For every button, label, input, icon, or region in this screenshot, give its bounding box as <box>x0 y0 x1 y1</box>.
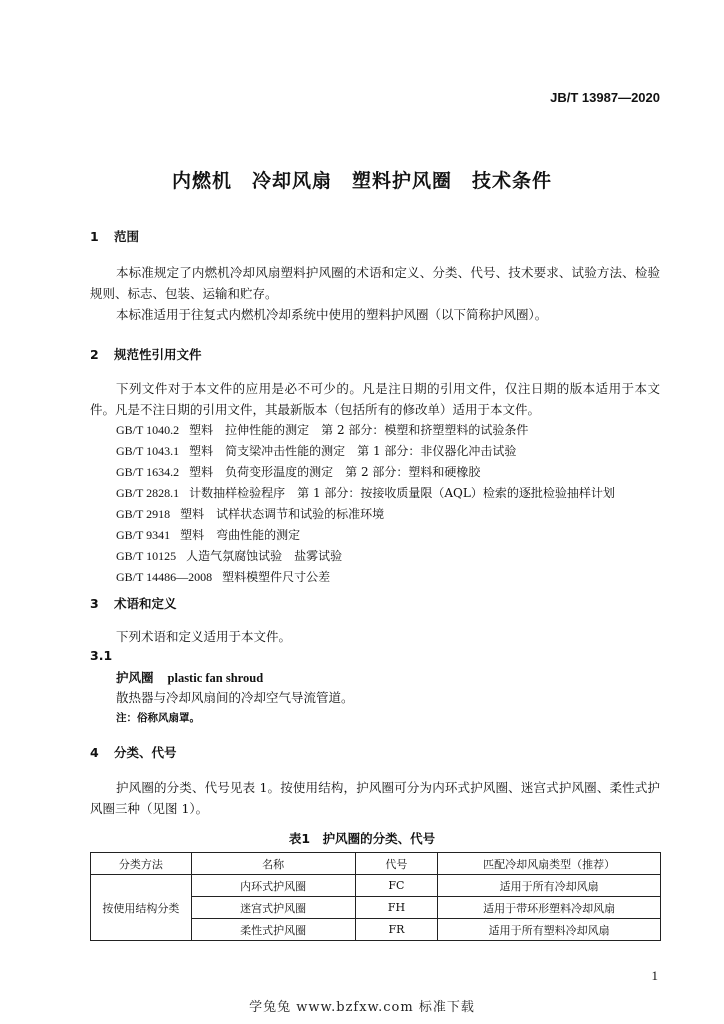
reference-item <box>116 484 615 501</box>
classification-paragraph: 护风圈的分类、代号见表 1。按使用结构，护风圈可分为内环式护风圈、迷宫式护风圈、柔性式护风圈三种（见图 1）。 <box>90 780 660 816</box>
reference-title: 塑料 负荷变形温度的测定 第 2 部分：塑料和硬橡胶 <box>189 465 481 479</box>
reference-code: GB/T 2918 <box>116 507 171 521</box>
reference-item <box>116 505 384 522</box>
section-2-heading <box>90 345 202 363</box>
section-title: 范围 <box>114 229 140 244</box>
section-title: 术语和定义 <box>114 596 177 611</box>
section-title: 分类、代号 <box>114 745 177 760</box>
reference-code: GB/T 1043.1 <box>116 444 180 458</box>
terms-intro: 下列术语和定义适用于本文件。 <box>116 629 292 644</box>
term-entry <box>116 668 263 686</box>
table-header-cell: 匹配冷却风扇类型（推荐） <box>438 853 661 875</box>
reference-item <box>116 568 330 585</box>
section-number: 4 <box>90 745 99 760</box>
table-caption: 表1 护风圈的分类、代号 <box>288 831 436 846</box>
reference-item <box>116 421 528 438</box>
normative-references-paragraph: 下列文件对于本文件的应用是必不可少的。凡是注日期的引用文件，仅注日期的版本适用于本文件。凡是不注日期的引用文件，其最新版本（包括所有的修改单）适用于本文件。 <box>90 381 660 417</box>
clause-number: 3.1 <box>90 648 113 663</box>
standard-code: JB/T 13987—2020 <box>550 90 660 105</box>
page-number: 1 <box>651 968 658 983</box>
reference-code: GB/T 14486—2008 <box>116 570 213 584</box>
reference-title: 塑料 简支梁冲击性能的测定 第 1 部分：非仪器化冲击试验 <box>189 444 517 458</box>
document-title: 内燃机 冷却风扇 塑料护风圈 技术条件 <box>171 170 552 192</box>
section-title: 规范性引用文件 <box>114 347 202 362</box>
section-3-heading <box>90 594 177 612</box>
reference-code: GB/T 2828.1 <box>116 486 180 500</box>
term-definition: 散热器与冷却风扇间的冷却空气导流管道。 <box>116 690 354 705</box>
reference-code: GB/T 9341 <box>116 528 171 542</box>
reference-item <box>116 463 480 480</box>
reference-title: 塑料 试样状态调节和试验的标准环境 <box>180 507 385 521</box>
reference-code: GB/T 1040.2 <box>116 423 180 437</box>
table-group-cell: 按使用结构分类 <box>91 875 192 941</box>
table-row <box>91 875 661 897</box>
table-header-row <box>91 853 661 875</box>
table-cell: FR <box>355 919 438 941</box>
reference-item <box>116 442 516 459</box>
footer-watermark[interactable]: 学兔兔 www.bzfxw.com 标准下载 <box>249 1000 475 1015</box>
reference-item <box>116 526 300 543</box>
table-header-cell: 代号 <box>355 853 438 875</box>
table-header-cell: 名称 <box>191 853 355 875</box>
reference-title: 塑料 弯曲性能的测定 <box>180 528 301 542</box>
term-chinese: 护风圈 <box>116 670 154 685</box>
section-number: 2 <box>90 347 99 362</box>
reference-code: GB/T 1634.2 <box>116 465 180 479</box>
table-cell: 柔性式护风圈 <box>191 919 355 941</box>
section-number: 3 <box>90 596 99 611</box>
table-cell: 内环式护风圈 <box>191 875 355 897</box>
reference-title: 人造气氛腐蚀试验 盐雾试验 <box>186 549 343 563</box>
scope-paragraph-1: 本标准规定了内燃机冷却风扇塑料护风圈的术语和定义、分类、代号、技术要求、试验方法、检验规则、标志、包装、运输和贮存。 <box>90 265 660 301</box>
classification-table <box>90 852 661 941</box>
reference-title: 塑料 拉伸性能的测定 第 2 部分：模塑和挤塑塑料的试验条件 <box>189 423 529 437</box>
section-1-heading <box>90 227 139 245</box>
table-cell: 适用于带环形塑料冷却风扇 <box>438 897 661 919</box>
section-number: 1 <box>90 229 99 244</box>
table-header-cell: 分类方法 <box>91 853 192 875</box>
table-cell: 迷宫式护风圈 <box>191 897 355 919</box>
table-cell: 适用于所有冷却风扇 <box>438 875 661 897</box>
reference-title: 计数抽样检验程序 第 1 部分：按接收质量限（AQL）检索的逐批检验抽样计划 <box>189 486 615 500</box>
table-cell: FC <box>355 875 438 897</box>
term-english: plastic fan shroud <box>167 671 264 685</box>
section-4-heading <box>90 743 177 761</box>
scope-paragraph-2: 本标准适用于往复式内燃机冷却系统中使用的塑料护风圈（以下简称护风圈）。 <box>116 307 548 322</box>
term-note: 注：俗称风扇罩。 <box>116 712 200 724</box>
reference-code: GB/T 10125 <box>116 549 177 563</box>
table-cell: FH <box>355 897 438 919</box>
reference-item <box>116 547 342 564</box>
reference-title: 塑料模塑件尺寸公差 <box>222 570 331 584</box>
table-cell: 适用于所有塑料冷却风扇 <box>438 919 661 941</box>
